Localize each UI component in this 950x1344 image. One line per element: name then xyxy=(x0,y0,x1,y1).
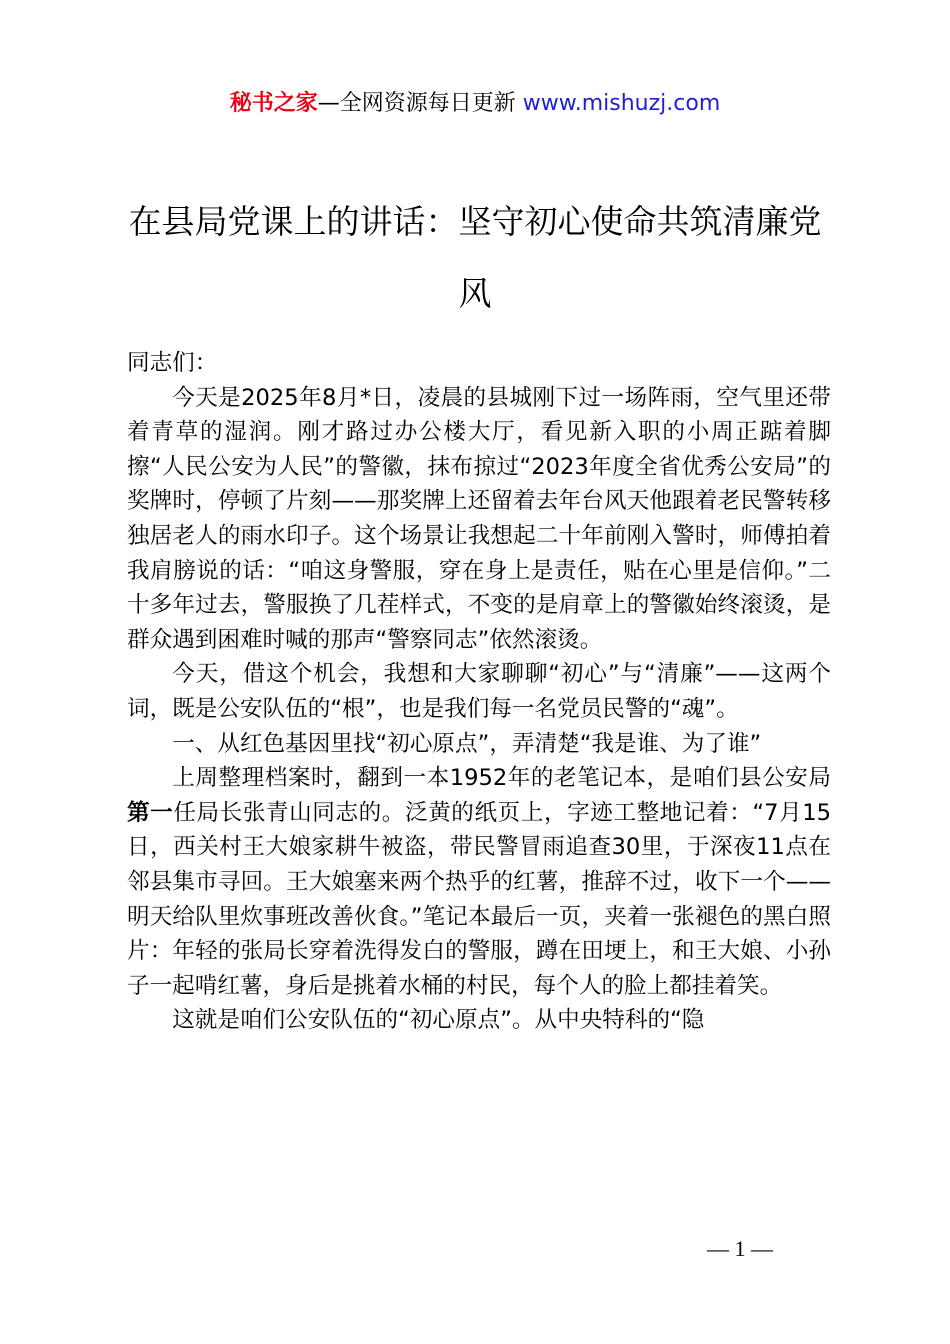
header-tagline: —全网资源每日更新 xyxy=(317,91,516,116)
site-header xyxy=(0,86,950,122)
paragraph-1: 今天是2025年8月*日，凌晨的县城刚下过一场阵雨，空气里还带着青草的湿润。刚才路过办公楼大厅，看见新入职的小周正踮着脚擦“人民公安为人民”的警徽，抹布掠过“2023年度全省优秀公安局”的奖牌时，停顿了片刻——那奖牌上还留着去年台风天他跟着老民警转移独居老人的雨水印子。这个场景让我想起二十年前刚入警时，师傅拍着我肩膀说的话：“咱这身警服，穿在身上是责任，贴在心里是信仰。”二十多年过去，警服换了几茬样式，不变的是肩章上的警徽始终滚烫，是群众遇到困难时喊的那声“警察同志”依然滚烫。 xyxy=(127,384,831,653)
paragraph-3-part-2: 任局长张青山同志的。泛黄的纸页上，字迹工整地记着：“7月15日，西关村王大娘家耕牛被盗，带民警冒雨追查30里，于深夜11点在邻县集市寻回。王大娘塞来两个热乎的红薯，推辞不过，收下一个——明天给队里炊事班改善伙食。”笔记本最后一页，夹着一张褪色的黑白照片：年轻的张局长穿着洗得发白的警服，蹲在田埂上，和王大娘、小孙子一起啃红薯，身后是挑着水桶的村民，每个人的脸上都挂着笑。 xyxy=(127,799,831,999)
document-title: 在县局党课上的讲话：坚守初心使命共筑清廉党风 xyxy=(128,202,822,313)
paragraph-3-bold: 第一 xyxy=(127,799,174,826)
brand-name: 秘书之家 xyxy=(229,91,318,116)
paragraph-2: 今天，借这个机会，我想和大家聊聊“初心”与“清廉”——这两个词，既是公安队伍的“根”，也是我们每一名党员民警的“魂”。 xyxy=(127,661,831,722)
document-body xyxy=(127,346,831,1038)
paragraph-4: 这就是咱们公安队伍的“初心原点”。从中央特科的“隐 xyxy=(172,1007,705,1034)
section-heading-1: 一、从红色基因里找“初心原点”，弄清楚“我是谁、为了谁” xyxy=(172,730,762,757)
paragraph-3 xyxy=(127,761,831,1003)
page-number: — 1 — xyxy=(707,1236,773,1261)
paragraph-3-part-1: 上周整理档案时，翻到一本1952年的老笔记本，是咱们县公安局 xyxy=(172,765,831,792)
salutation: 同志们： xyxy=(127,350,218,376)
site-url-link[interactable]: www.mishuzj.com xyxy=(522,91,721,116)
